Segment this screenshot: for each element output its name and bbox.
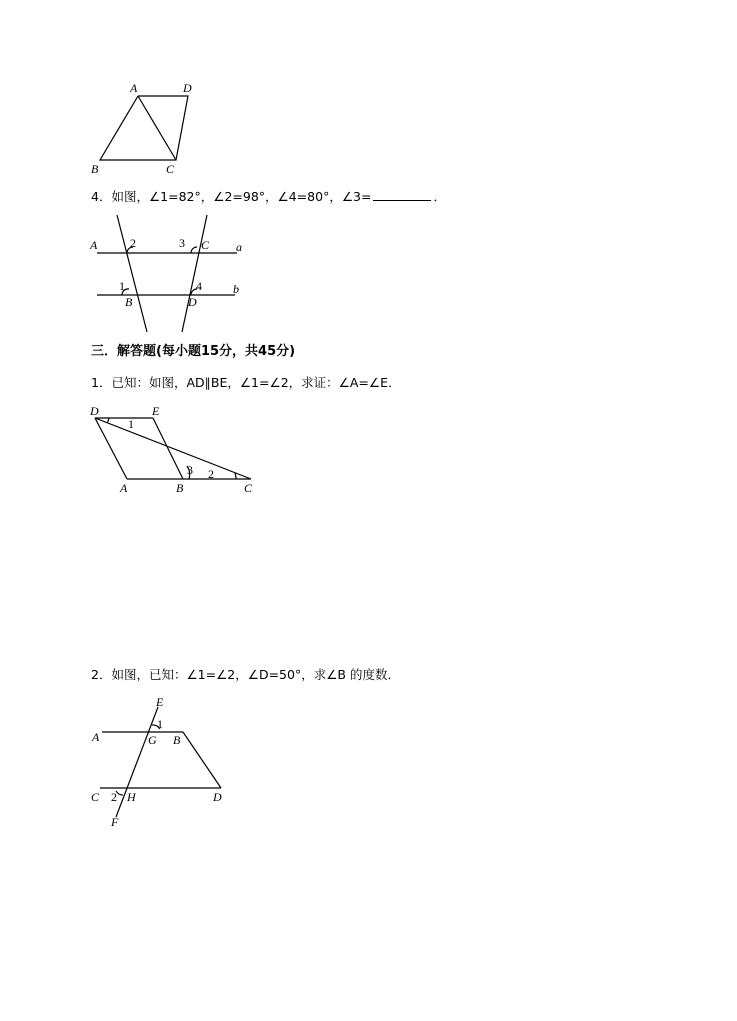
label-b-point: B: [125, 295, 133, 309]
question-4-suffix: ．: [433, 189, 446, 204]
label-h: H: [127, 790, 136, 804]
question-4: [91, 188, 446, 205]
label-e: E: [156, 695, 164, 709]
label-line-a: a: [236, 240, 242, 254]
section-heading: 三．解答题(每小题15分，共45分): [91, 344, 296, 359]
problem-1-text: 1．已知：如图，AD∥BE，∠1=∠2，求证：∠A=∠E．: [91, 375, 401, 390]
segment-da: [95, 418, 127, 479]
angle-3-arc: [191, 247, 197, 253]
label-a: A: [120, 481, 128, 495]
transversal-right: [182, 215, 207, 332]
label-e: E: [152, 404, 160, 418]
label-angle-2: 2: [111, 790, 117, 804]
label-angle-1: 1: [157, 717, 163, 731]
angle-1-arc: [107, 418, 109, 423]
label-d: D: [183, 81, 192, 95]
label-c: C: [244, 481, 253, 495]
figure-parallelogram-abcd: [80, 78, 230, 178]
figure-parallel-lines-transversals: [85, 210, 260, 335]
label-d: D: [213, 790, 222, 804]
label-angle-4: 4: [196, 279, 202, 293]
problem-2-text: 2．如图，已知：∠1=∠2，∠D=50°，求∠B 的度数．: [91, 667, 400, 682]
answer-blank[interactable]: [373, 188, 431, 201]
transversal-left: [117, 215, 147, 332]
label-c: C: [166, 162, 175, 176]
segment-eb: [153, 418, 183, 479]
label-d-point: D: [188, 295, 197, 309]
label-angle-2: 2: [130, 236, 136, 250]
label-a-point: A: [90, 238, 98, 252]
label-angle-3: 3: [187, 463, 193, 477]
diagonal-ac: [138, 96, 176, 160]
figure-problem-2: [85, 695, 235, 830]
segment-bd: [183, 732, 221, 788]
transversal-ef: [116, 707, 158, 817]
question-4-text: 4．如图，∠1=82°，∠2=98°，∠4=80°，∠3=: [91, 189, 372, 204]
label-angle-1: 1: [128, 417, 134, 431]
label-g: G: [148, 733, 157, 747]
label-c: C: [91, 790, 100, 804]
label-f: F: [111, 815, 119, 829]
label-a: A: [130, 81, 138, 95]
label-angle-2: 2: [208, 467, 214, 481]
label-angle-3: 3: [179, 236, 185, 250]
label-angle-1: 1: [119, 279, 125, 293]
figure-problem-1: [85, 402, 265, 497]
label-c-point: C: [201, 238, 210, 252]
label-b: B: [91, 162, 99, 176]
segment-dc: [95, 418, 251, 479]
label-a: A: [92, 730, 100, 744]
label-line-b: b: [233, 282, 239, 296]
angle-2-arc: [235, 473, 236, 479]
angle-2-arc: [116, 791, 123, 795]
label-b: B: [173, 733, 181, 747]
label-b: B: [176, 481, 184, 495]
label-d: D: [90, 404, 99, 418]
